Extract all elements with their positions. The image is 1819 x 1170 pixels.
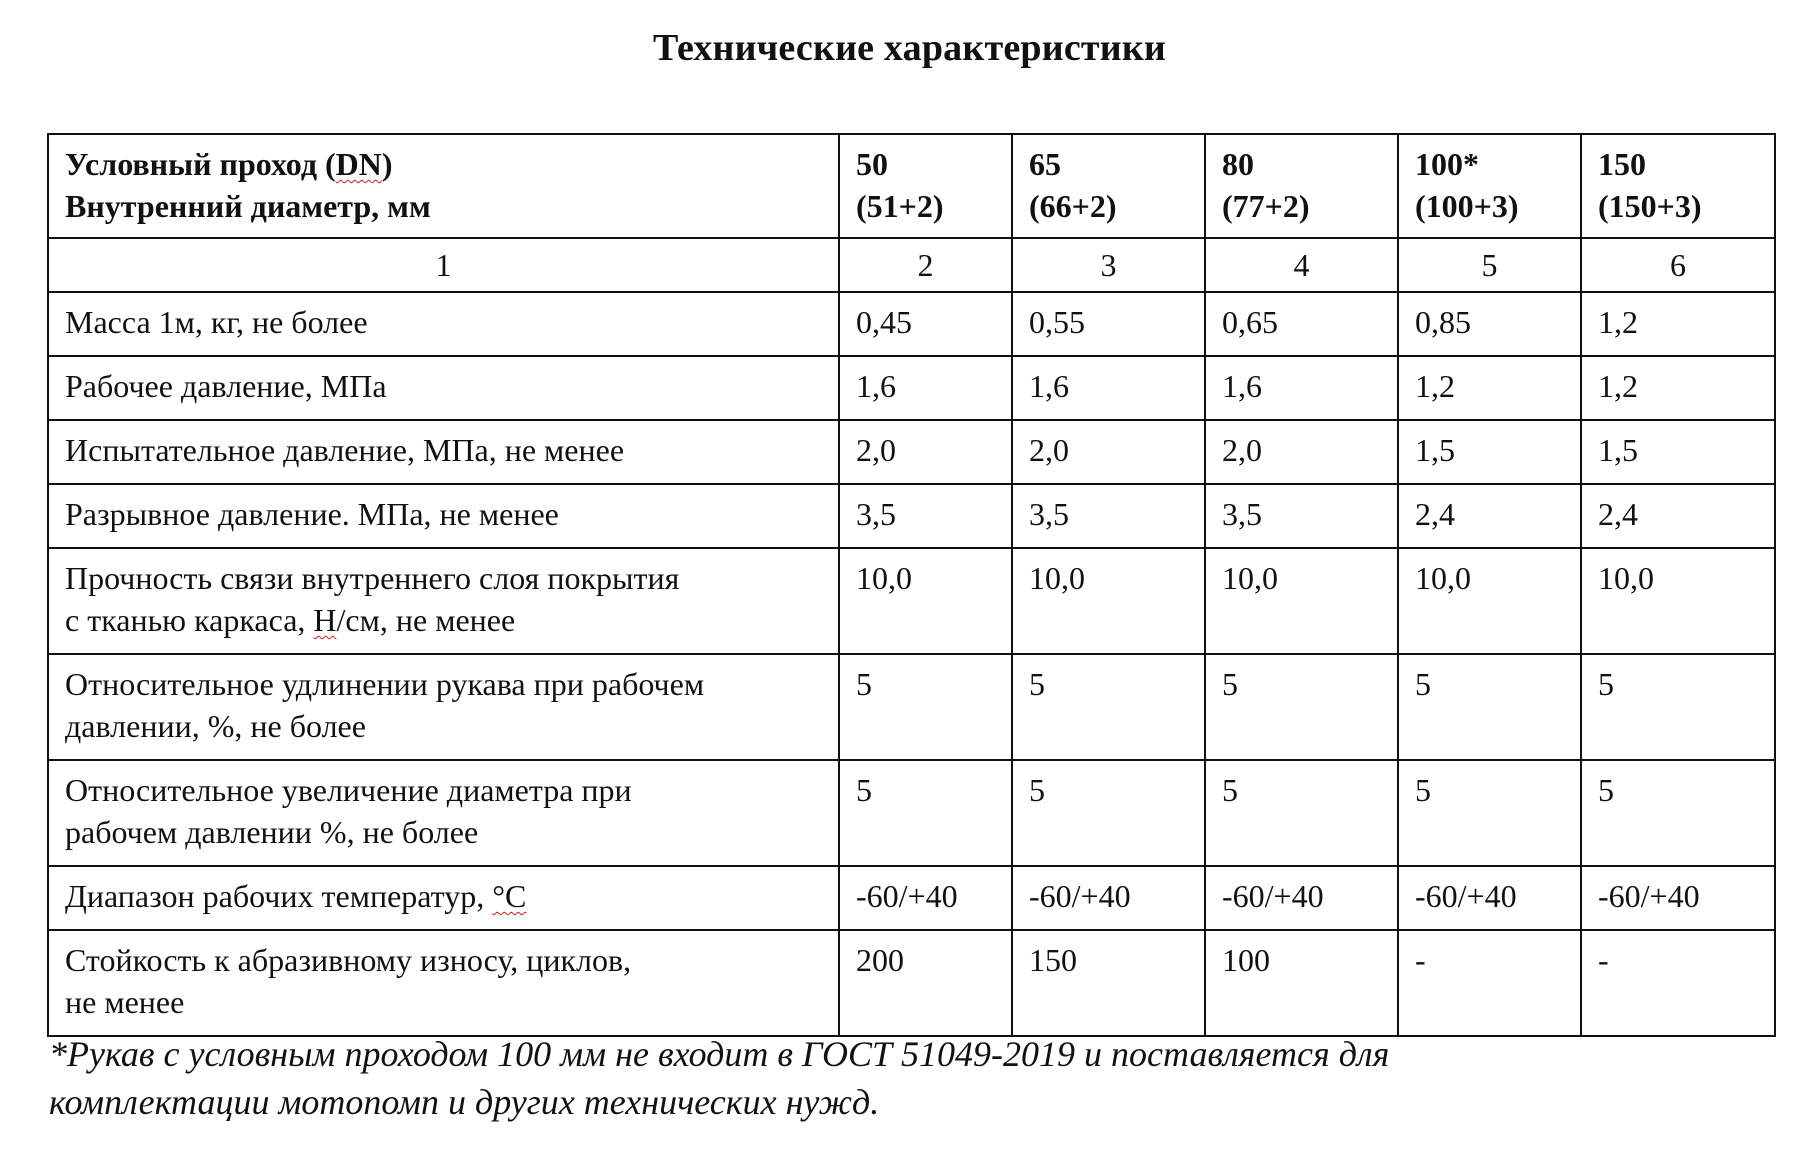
- row-value: 5: [1205, 654, 1398, 760]
- table-row-temperature-range: [48, 866, 1775, 930]
- row-label-unit-mark: Н: [313, 602, 337, 638]
- row-value: 2,4: [1398, 484, 1581, 548]
- column-number: 4: [1205, 238, 1398, 292]
- row-value: 5: [1205, 760, 1398, 866]
- header-col-dn50: [839, 134, 1012, 238]
- header-col-dn150: [1581, 134, 1775, 238]
- header-dn: 150: [1598, 146, 1646, 182]
- row-value: 1,6: [1205, 356, 1398, 420]
- row-value: -: [1398, 930, 1581, 1036]
- row-value: 5: [839, 654, 1012, 760]
- header-dn: 80: [1222, 146, 1254, 182]
- row-value: 5: [839, 760, 1012, 866]
- column-number: 5: [1398, 238, 1581, 292]
- row-label-unit-mark: °С: [492, 878, 527, 914]
- row-value: 1,5: [1398, 420, 1581, 484]
- row-value: -: [1581, 930, 1775, 1036]
- row-value: 3,5: [839, 484, 1012, 548]
- header-label-line1-post: ): [381, 146, 393, 182]
- row-value: 10,0: [1205, 548, 1398, 654]
- header-inner: (66+2): [1029, 188, 1117, 224]
- row-value: -60/+40: [839, 866, 1012, 930]
- header-dn: 65: [1029, 146, 1061, 182]
- header-col-dn65: [1012, 134, 1205, 238]
- header-inner: (100+3): [1415, 188, 1519, 224]
- header-dn: 50: [856, 146, 888, 182]
- row-label-line1: Относительное увеличение диаметра при: [65, 772, 632, 808]
- column-number: 3: [1012, 238, 1205, 292]
- row-value: 1,2: [1398, 356, 1581, 420]
- header-dn: 100*: [1415, 146, 1479, 182]
- row-value: 10,0: [1581, 548, 1775, 654]
- row-value: 2,0: [839, 420, 1012, 484]
- row-value: -60/+40: [1205, 866, 1398, 930]
- row-label-line2: рабочем давлении %, не более: [65, 814, 479, 850]
- row-label-line2-post: /см, не менее: [336, 602, 516, 638]
- row-value: 100: [1205, 930, 1398, 1036]
- row-label: [48, 548, 839, 654]
- row-value: 2,0: [1205, 420, 1398, 484]
- row-value: 2,0: [1012, 420, 1205, 484]
- table-row-bond-strength: [48, 548, 1775, 654]
- column-number: 6: [1581, 238, 1775, 292]
- column-number: 2: [839, 238, 1012, 292]
- header-label-line2: Внутренний диаметр, мм: [65, 188, 431, 224]
- table-row-abrasion-resistance: [48, 930, 1775, 1036]
- row-label: [48, 760, 839, 866]
- row-value: 200: [839, 930, 1012, 1036]
- row-value: 5: [1398, 760, 1581, 866]
- row-label-line2: давлении, %, не более: [65, 708, 366, 744]
- header-col-dn80: [1205, 134, 1398, 238]
- row-label-pre: Диапазон рабочих температур,: [65, 878, 493, 914]
- row-value: 1,2: [1581, 356, 1775, 420]
- header-col-dn100: [1398, 134, 1581, 238]
- row-value: 5: [1012, 760, 1205, 866]
- row-value: 1,6: [1012, 356, 1205, 420]
- row-value: 5: [1012, 654, 1205, 760]
- row-label-line2: не менее: [65, 984, 185, 1020]
- column-number: 1: [48, 238, 839, 292]
- row-value: 3,5: [1205, 484, 1398, 548]
- row-label-line2-pre: с тканью каркаса,: [65, 602, 314, 638]
- table-row-elongation: [48, 654, 1775, 760]
- row-value: 10,0: [1012, 548, 1205, 654]
- row-label: Рабочее давление, МПа: [48, 356, 839, 420]
- row-value: -60/+40: [1581, 866, 1775, 930]
- header-inner: (150+3): [1598, 188, 1702, 224]
- header-row: [48, 134, 1775, 238]
- row-label: Разрывное давление. МПа, не менее: [48, 484, 839, 548]
- spec-table: [47, 133, 1776, 1037]
- page-title: Технические характеристики: [652, 27, 1167, 69]
- header-label-cell: [48, 134, 839, 238]
- footnote-line2: комплектации мотопомп и других технических нужд.: [49, 1082, 880, 1122]
- row-value: 2,4: [1581, 484, 1775, 548]
- row-value: 10,0: [1398, 548, 1581, 654]
- row-value: 0,55: [1012, 292, 1205, 356]
- row-value: 10,0: [839, 548, 1012, 654]
- row-label-line1: Стойкость к абразивному износу, циклов,: [65, 942, 632, 978]
- row-label: Масса 1м, кг, не более: [48, 292, 839, 356]
- row-value: 5: [1398, 654, 1581, 760]
- row-value: 0,45: [839, 292, 1012, 356]
- header-inner: (51+2): [856, 188, 944, 224]
- row-value: 5: [1581, 654, 1775, 760]
- row-value: -60/+40: [1012, 866, 1205, 930]
- row-value: -60/+40: [1398, 866, 1581, 930]
- row-value: 0,65: [1205, 292, 1398, 356]
- row-value: 150: [1012, 930, 1205, 1036]
- table-row-test-pressure: [48, 420, 1775, 484]
- header-label-line1-pre: Условный проход (: [65, 146, 336, 182]
- row-label-line1: Прочность связи внутреннего слоя покрытия: [65, 560, 680, 596]
- row-label-line1: Относительное удлинении рукава при рабочем: [65, 666, 705, 702]
- row-label: [48, 866, 839, 930]
- column-numbers-row: [48, 238, 1775, 292]
- header-inner: (77+2): [1222, 188, 1310, 224]
- row-value: 1,5: [1581, 420, 1775, 484]
- table-row-working-pressure: [48, 356, 1775, 420]
- row-value: 1,6: [839, 356, 1012, 420]
- row-label: [48, 930, 839, 1036]
- row-value: 0,85: [1398, 292, 1581, 356]
- row-value: 3,5: [1012, 484, 1205, 548]
- table-row-mass: [48, 292, 1775, 356]
- header-label-dn-abbr: DN: [335, 146, 382, 182]
- row-value: 1,2: [1581, 292, 1775, 356]
- row-value: 5: [1581, 760, 1775, 866]
- footnote: [49, 1030, 1769, 1126]
- footnote-line1: *Рукав с условным проходом 100 мм не входит в ГОСТ 51049-2019 и поставляется для: [49, 1034, 1390, 1074]
- table-row-burst-pressure: [48, 484, 1775, 548]
- table-row-diameter-increase: [48, 760, 1775, 866]
- row-label: Испытательное давление, МПа, не менее: [48, 420, 839, 484]
- row-label: [48, 654, 839, 760]
